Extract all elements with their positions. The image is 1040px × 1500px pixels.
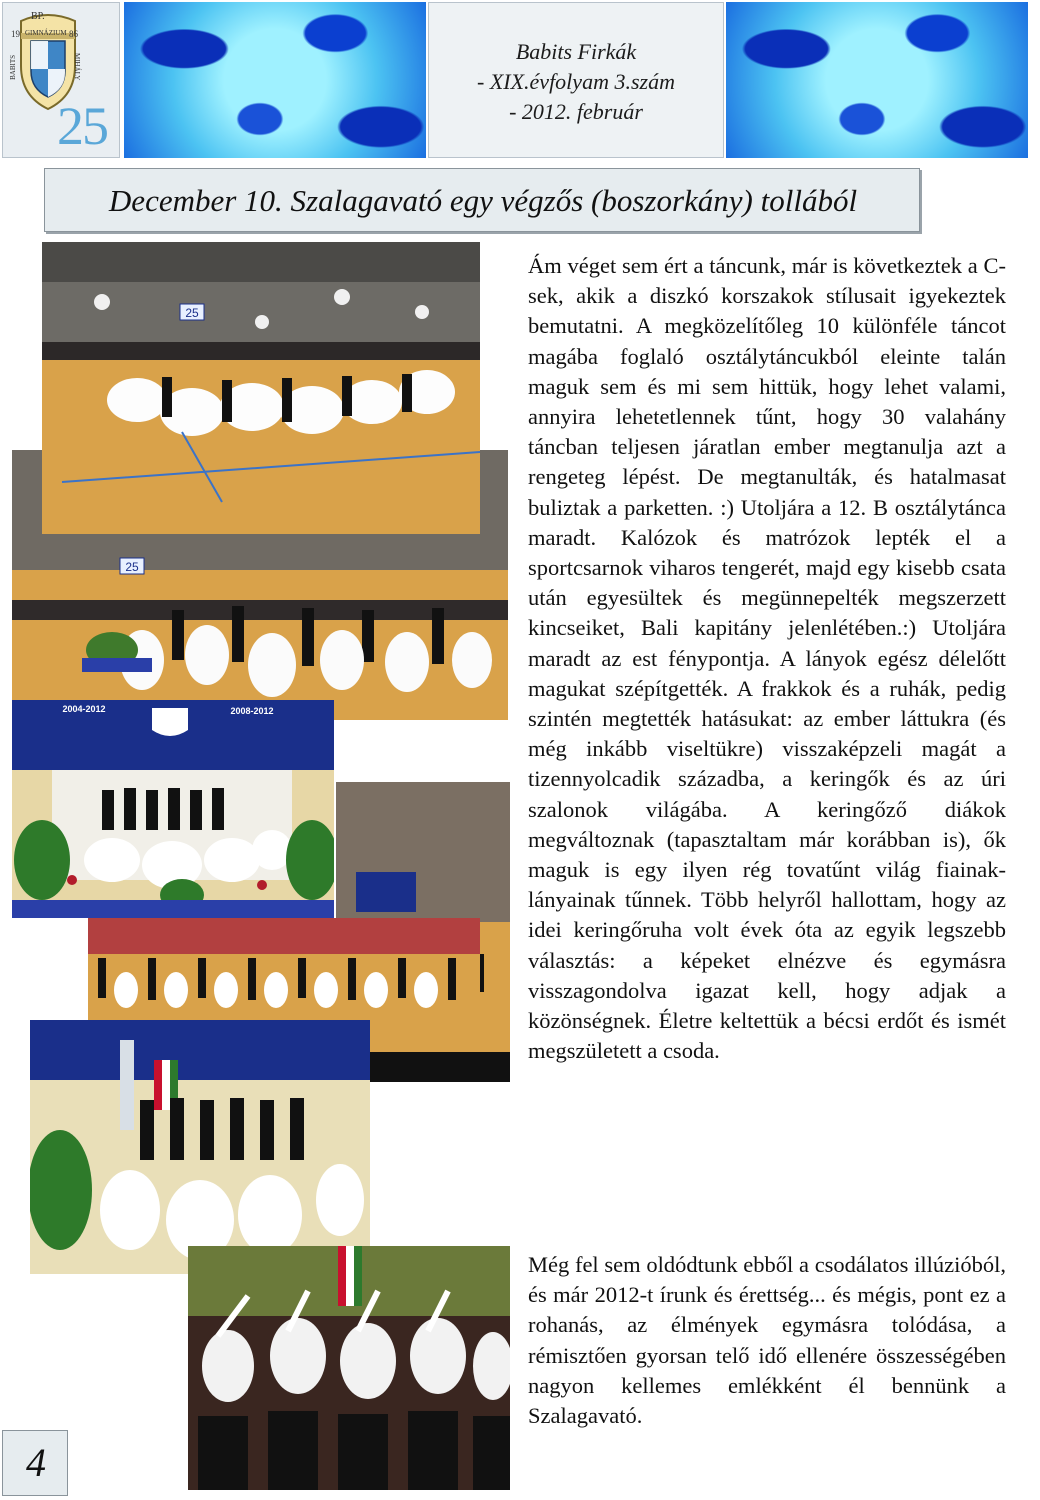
crest-top-text: BP.	[31, 11, 45, 22]
anniversary-number: 25	[57, 96, 107, 156]
banner-year-left: 2004-2012	[62, 704, 106, 714]
frost-decoration-left	[124, 2, 426, 158]
photo-ball-dance-floor	[42, 242, 480, 534]
photo-final-celebration	[188, 1246, 510, 1490]
article-title: December 10. Szalagavató egy végzős (boszorkány) tollából	[108, 183, 858, 218]
masthead-title: Babits Firkák	[515, 39, 637, 64]
article-paragraph-2: Még fel sem oldódtunk ebből a csodálatos illúzióból, és már 2012-t írunk és érettség... és mégis, pont ez a rohanás, az élmények egymásra tolódása, a rémisztően gyorsan telő idő ellenére összességében nagyon kellemes emlékként él bennünk a Szalagavató.	[528, 1252, 1006, 1429]
crest-year-left: 19	[11, 29, 20, 39]
hall-number-label-2: 25	[185, 306, 199, 320]
photo-class-group-stage-2	[30, 1020, 370, 1274]
masthead-date: - 2012. február	[509, 99, 643, 124]
crest-side-right: MIHÁLY	[73, 53, 81, 81]
masthead-volume: - XIX.évfolyam 3.szám	[477, 69, 675, 94]
hall-number-label: 25	[125, 560, 139, 574]
school-logo	[2, 2, 120, 158]
frost-decoration-right	[726, 2, 1028, 158]
crest-side-left: BABITS	[9, 55, 17, 80]
banner-year-right: 2008-2012	[230, 706, 274, 716]
article-paragraph-1: Ám véget sem ért a táncunk, már is következtek a C-sek, akik a diszkó korszakok stílusait igyekeztek bemutatni. A megközelítőleg 10 különféle táncot magába foglaló osztálytáncukból eleinte talán maguk sem és mi sem hittük, hogy lehet valami, annyira lehetetlennek tűnt, hogy 30 valahány táncban teljesen járatlan ember megtanulja azt a rengeteg lépést. De megtanulták, és hatalmasat buliztak a parketten. :) Utoljára a 12. B osztálytánca maradt. Kalózok és matrózok lepték el a sportcsarnok viharos tengerét, majd egy kisebb csata után egyesültek és megünnepelték megszerzett kincseiket, Bali kapitány jelenlétében.:) Utoljára maradt az est fénypontja. A lányok egész délelőtt magukat szépítgették. A frakkok és a ruhák, pedig szintén megtették hatásukat: az ember láttukra (és még inkább viseltükre) visszaképzeli magát a tizennyolcadik századba, a keringők és az úri szalonok világába. A keringőző diákok megváltoznak (tapasztaltam már korábban is), ők maguk is egy ilyen rég tovatűnt világ fiainak-lányainak tűnnek. Több helyről hallottam, hogy az idei keringőruha volt évek óta az egyik legszebb választás: a képeket elnézve és egymásra visszagondolva igazat kell, hogy adjak a közönségnek. Életre keltettük a bécsi erdőt és ismét megszületett a csoda.	[528, 253, 1006, 1064]
masthead	[428, 2, 724, 158]
page-number-box	[2, 1430, 68, 1496]
photo-class-group-stage	[12, 700, 334, 918]
crest-school-text: GIMNÁZIUM	[25, 29, 67, 37]
page-number: 4	[26, 1440, 46, 1485]
article-title-box	[44, 168, 920, 232]
crest-year-right: 86	[69, 29, 78, 39]
